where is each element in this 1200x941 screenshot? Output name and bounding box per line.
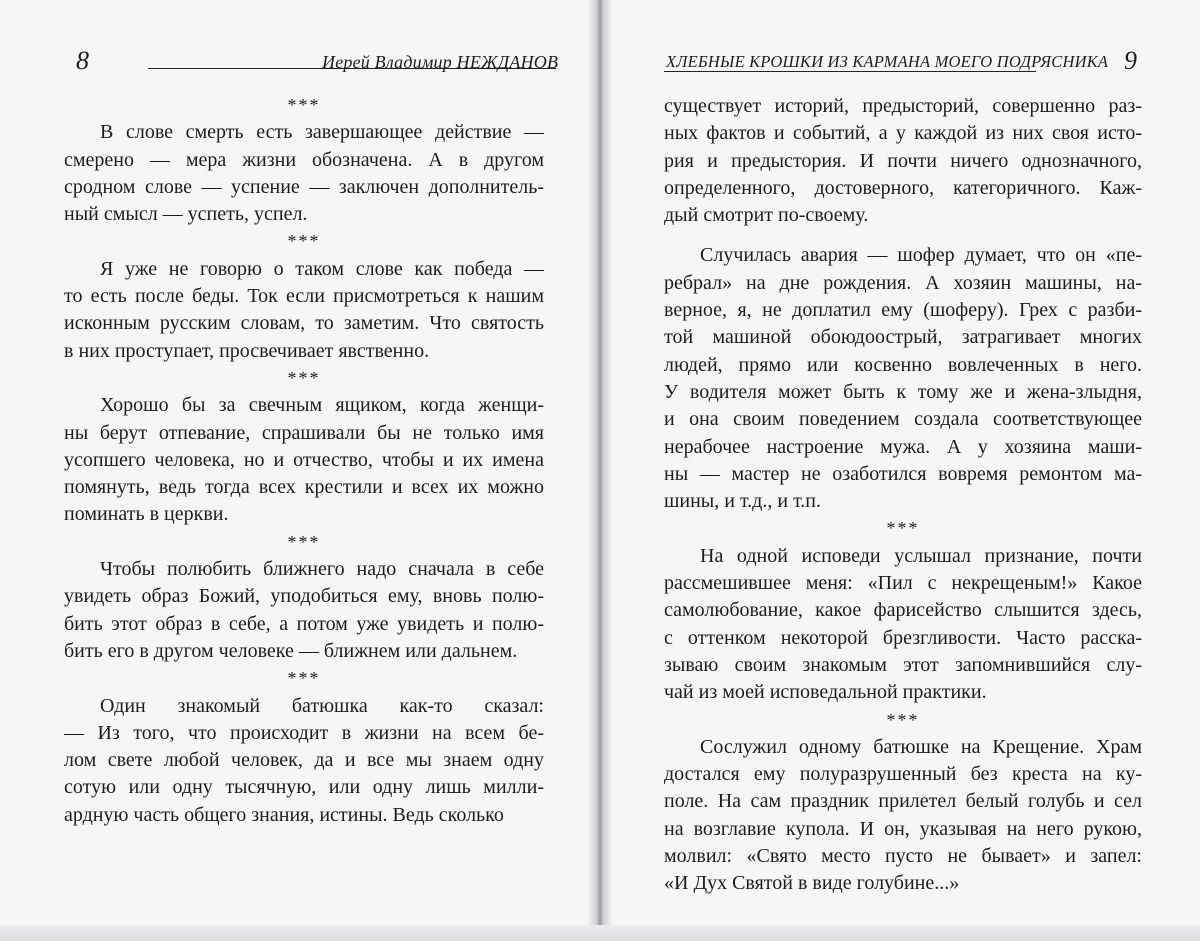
text-line: ных фактов и событий, а у каждой из них своя исто-: [664, 122, 1142, 145]
left-page-number: 8: [76, 46, 89, 75]
text-line: ный смысл — успеть, успел.: [64, 203, 308, 226]
section-separator: ***: [886, 709, 920, 730]
text-line: поле. На сам праздник прилетел белый голубь и сел: [664, 790, 1142, 813]
text-line: смерено — мера жизни обозначена. А в другом: [64, 148, 544, 171]
text-line: Чтобы полюбить ближнего надо сначала в себе: [100, 558, 544, 581]
text-line: достался ему полуразрушенный без креста на ку-: [664, 763, 1142, 786]
text-line: усопшего человека, но и отчество, чтобы и их имена: [64, 448, 544, 471]
text-line: той машиной обоюдоострый, затрагивает многих: [664, 326, 1142, 349]
text-line: с оттенком некоторой брезгливости. Часто расска-: [664, 626, 1142, 649]
text-line: Случилась авария — шофер думает, что он «пе-: [700, 244, 1142, 267]
text-line: сотую или одну тысячную, или одну лишь милли-: [64, 776, 544, 799]
section-separator: ***: [287, 531, 321, 552]
text-line: ны берут отпевание, спрашивали бы не только имя: [64, 421, 544, 444]
book-gutter: [588, 0, 612, 941]
text-line: сродном слове — успение — заключен дополнитель-: [64, 175, 544, 198]
section-separator: ***: [287, 668, 321, 689]
left-running-head: Иерей Владимир НЕЖДАНОВ: [322, 52, 559, 72]
text-line: верное, я, не доплатил ему (шоферу). Грех с разби-: [664, 299, 1142, 322]
text-line: чай из моей исповедальной практики.: [664, 681, 987, 704]
text-line: помянуть, ведь тогда всех крестили и всех их можно: [64, 476, 544, 499]
text-line: зываю своим знакомым этот запомнившийся слу-: [664, 653, 1142, 676]
text-line: людей, прямо или косвенно вовлеченных в него.: [664, 353, 1142, 376]
text-line: самолюбование, какое фарисейство слышится здесь,: [664, 599, 1142, 622]
text-line: существует историй, предысторий, совершенно раз-: [664, 95, 1142, 117]
left-text-column: [64, 92, 544, 829]
right-running-head: ХЛЕБНЫЕ КРОШКИ ИЗ КАРМАНА МОЕГО ПОДРЯСНИКА: [666, 52, 1109, 71]
text-line: Один знакомый батюшка как-то сказал:: [100, 694, 544, 717]
text-line: ардную часть общего знания, истины. Ведь сколько: [64, 803, 504, 826]
text-line: Я уже не говорю о таком слове как победа —: [100, 257, 544, 280]
section-separator: ***: [287, 95, 321, 115]
text-line: В слове смерть есть завершающее действие —: [100, 121, 544, 144]
page-bottom-edge: [0, 925, 1200, 941]
text-line: Сослужил одному батюшке на Крещение. Храм: [700, 735, 1142, 758]
section-separator: ***: [287, 367, 321, 388]
section-separator: ***: [287, 231, 321, 252]
text-line: рия и предыстория. И почти ничего однозначного,: [664, 149, 1142, 172]
right-text-column: [664, 93, 1142, 898]
text-line: поминать в церкви.: [64, 503, 229, 526]
text-line: исконным русским словам, то заметим. Что святость: [64, 312, 544, 335]
text-line: Хорошо бы за свечным ящиком, когда женщи-: [100, 394, 544, 417]
text-line: ны — мастер не озаботился вовремя ремонтом ма-: [664, 462, 1142, 485]
text-line: ребрал» на дне рождения. А хозяин машины, на-: [664, 271, 1142, 294]
text-line: увидеть образ Божий, уподобиться ему, вновь полю-: [64, 585, 544, 608]
text-line: бить его в другом человеке — ближнем или дальнем.: [64, 639, 518, 662]
text-line: и она своим поведением создала соответствующее: [664, 408, 1142, 431]
text-line: на возглавие купола. И он, указывая на него рукою,: [664, 817, 1142, 840]
text-line: — Из того, что происходит в жизни на всем бе-: [64, 721, 544, 744]
text-line: «И Дух Святой в виде голубине...»: [664, 872, 960, 895]
text-line: молвил: «Свято место пусто не бывает» и запел:: [664, 845, 1142, 868]
section-separator: ***: [886, 518, 920, 539]
text-line: определенного, достоверного, категоричного. Каж-: [664, 176, 1142, 199]
text-line: рассмешившее меня: «Пил с некрещеным!» Какое: [664, 572, 1142, 595]
text-line: то есть после беды. Ток если присмотреться к нашим: [64, 285, 544, 308]
text-line: в них проступает, просвечивает явственно.: [64, 339, 430, 362]
text-line: лом свете любой человек, да и все мы знаем одну: [64, 749, 544, 772]
text-line: У водителя может быть к тому же и жена-злыдня,: [664, 380, 1142, 403]
text-line: На одной исповеди услышал признание, почти: [700, 544, 1142, 567]
text-line: шины, и т.д., и т.п.: [664, 490, 822, 513]
right-header-rule: [664, 71, 1036, 72]
text-line: бить этот образ в себе, а потом уже увидеть и полю-: [64, 612, 544, 635]
paragraph-gap: [664, 229, 1142, 242]
text-line: дый смотрит по-своему.: [664, 204, 869, 227]
text-line: нерабочее настроение мужа. А у хозяина маши-: [664, 435, 1142, 458]
right-page-number: 9: [1124, 46, 1137, 75]
